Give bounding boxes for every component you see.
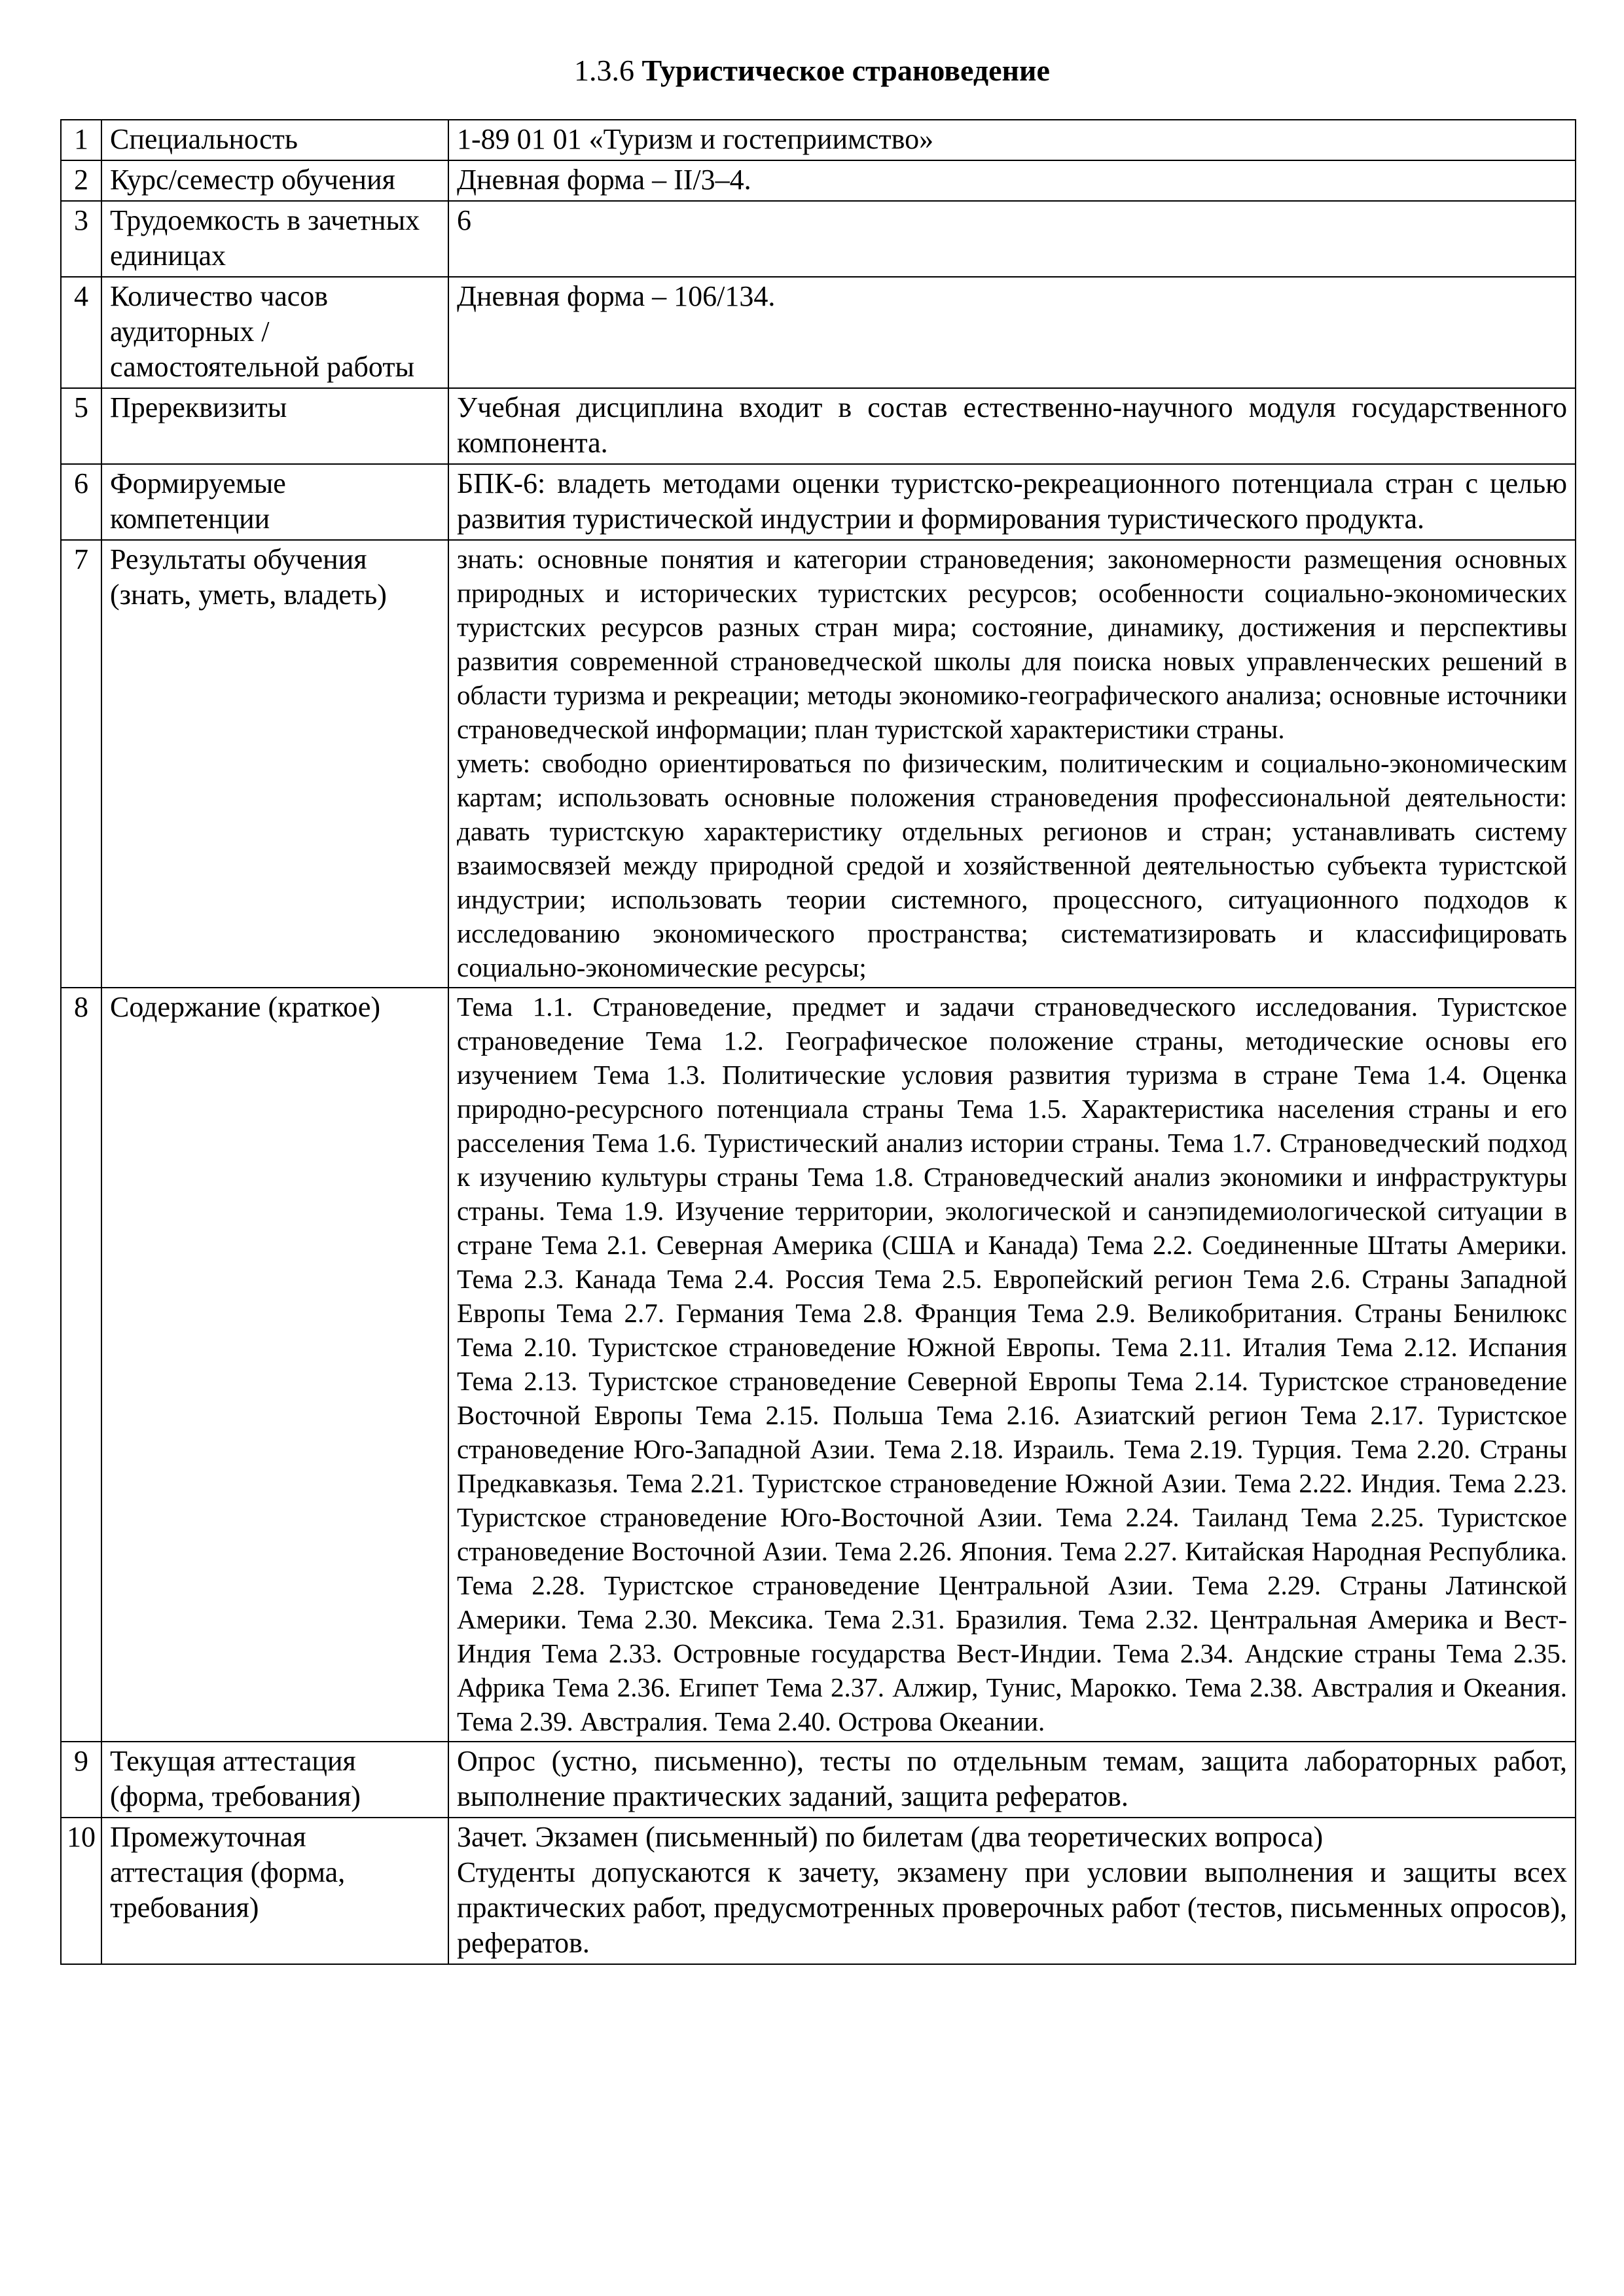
table-row [61,277,1576,388]
row-number: 10 [61,1818,101,1964]
table-row [61,540,1576,988]
table-row [61,160,1576,201]
row-value [448,540,1576,988]
table-row [61,120,1576,160]
table-row [61,1742,1576,1818]
row-number: 9 [61,1742,101,1818]
document-title [0,52,1624,89]
row-number: 4 [61,277,101,388]
row-value: Дневная форма – II/3–4. [448,160,1576,201]
row-value: 6 [448,201,1576,277]
section-number: 1.3.6 [574,54,635,87]
row-value: Тема 1.1. Страноведение, предмет и задачи страноведческого исследования. Туристское страноведение Тема 1.2. Географическое положение страны, методические основы его изучением Тема 1.3. Политические условия развития туризма в стране Тема 1.4. Оценка природно-ресурсного потенциала страны Тема 1.5. Характеристика населения страны и его расселения Тема 1.6. Туристический анализ истории страны. Тема 1.7. Страноведческий подход к изучению культуры страны Тема 1.8. Страноведческий анализ экономики и инфраструктуры страны. Тема 1.9. Изучение территории, экологической и санэпидемиологической ситуации в стране Тема 2.1. Северная Америка (США и Канада) Тема 2.2. Соединенные Штаты Америки. Тема 2.3. Канада Тема 2.4. Россия Тема 2.5. Европейский регион Тема 2.6. Страны Западной Европы Тема 2.7. Германия Тема 2.8. Франция Тема 2.9. Великобритания. Страны Бенилюкс Тема 2.10. Туристское страноведение Южной Европы. Тема 2.11. Италия Тема 2.12. Испания Тема 2.13. Туристское страноведение Северной Европы Тема 2.14. Туристское страноведение Восточной Европы Тема 2.15. Польша Тема 2.16. Азиатский регион Тема 2.17. Туристское страноведение Юго-Западной Азии. Тема 2.18. Израиль. Тема 2.19. Турция. Тема 2.20. Страны Предкавказья. Тема 2.21. Туристское страноведение Южной Азии. Тема 2.22. Индия. Тема 2.23. Туристское страноведение Юго-Восточной Азии. Тема 2.24. Таиланд Тема 2.25. Туристское страноведение Восточной Азии. Тема 2.26. Япония. Тема 2.27. Китайская Народная Республика. Тема 2.28. Туристское страноведение Центральной Азии. Тема 2.29. Страны Латинской Америки. Тема 2.30. Мексика. Тема 2.31. Бразилия. Тема 2.32. Центральная Америка и Вест-Индия Тема 2.33. Островные государства Вест-Индии. Тема 2.34. Андские страны Тема 2.35. Африка Тема 2.36. Египет Тема 2.37. Алжир, Тунис, Марокко. Тема 2.38. Австралия и Океания. Тема 2.39. Австралия. Тема 2.40. Острова Океании. [448,988,1576,1742]
row-label: Текущая аттестация (форма, требования) [101,1742,448,1818]
row-number: 7 [61,540,101,988]
row-number: 5 [61,388,101,464]
section-title: Туристическое страноведение [641,54,1050,87]
row-label: Промежуточная аттестация (форма, требования) [101,1818,448,1964]
row-value: Дневная форма – 106/134. [448,277,1576,388]
table-row [61,201,1576,277]
learning-outcome-know: знать: основные понятия и категории страноведения; закономерности размещения основных природных и исторических туристских ресурсов; особенности социально-экономических туристских ресурсов разных стран мира; состояние, динамику, достижения и перспективы развития современной страноведческой школы для поиска новых управленческих решений в области туризма и рекреации; методы экономико-географического анализа; основные источники страноведческой информации; план туристской характеристики страны. [457,544,1567,744]
course-info-table [60,119,1576,1965]
table-row [61,464,1576,540]
row-value: 1-89 01 01 «Туризм и гостеприимство» [448,120,1576,160]
row-value: Учебная дисциплина входит в состав естественно-научного модуля государственного компонента. [448,388,1576,464]
attestation-requirements: Студенты допускаются к зачету, экзамену при условии выполнения и защиты всех практических работ, предусмотренных проверочных работ (тестов, письменных опросов), рефератов. [457,1856,1567,1959]
row-label: Формируемые компетенции [101,464,448,540]
row-label: Курс/семестр обучения [101,160,448,201]
row-value: Опрос (устно, письменно), тесты по отдельным темам, защита лабораторных работ, выполнение практических заданий, защита рефератов. [448,1742,1576,1818]
row-value: БПК-6: владеть методами оценки туристско-рекреационного потенциала стран с целью развития туристической индустрии и формирования туристического продукта. [448,464,1576,540]
table-row [61,1818,1576,1964]
table-row [61,388,1576,464]
row-number: 2 [61,160,101,201]
row-label: Специальность [101,120,448,160]
row-number: 1 [61,120,101,160]
row-number: 8 [61,988,101,1742]
row-label: Содержание (краткое) [101,988,448,1742]
row-label: Количество часов аудиторных / самостоятельной работы [101,277,448,388]
row-number: 6 [61,464,101,540]
row-label: Трудоемкость в зачетных единицах [101,201,448,277]
learning-outcome-can: уметь: свободно ориентироваться по физическим, политическим и социально-экономическим картам; использовать основные положения страноведения профессиональной деятельности: давать туристскую характеристику отдельных регионов и стран; устанавливать систему взаимосвязей между природной средой и хозяйственной деятельностью субъекта туристской индустрии; использовать теории системного, процессного, ситуационного подходов к исследованию экономического пространства; систематизировать и классифицировать социально-экономические ресурсы; [457,748,1567,982]
row-label: Результаты обучения (знать, уметь, владеть) [101,540,448,988]
row-value [448,1818,1576,1964]
table-row [61,988,1576,1742]
attestation-form: Зачет. Экзамен (письменный) по билетам (два теоретических вопроса) [457,1821,1324,1853]
row-label: Пререквизиты [101,388,448,464]
row-number: 3 [61,201,101,277]
